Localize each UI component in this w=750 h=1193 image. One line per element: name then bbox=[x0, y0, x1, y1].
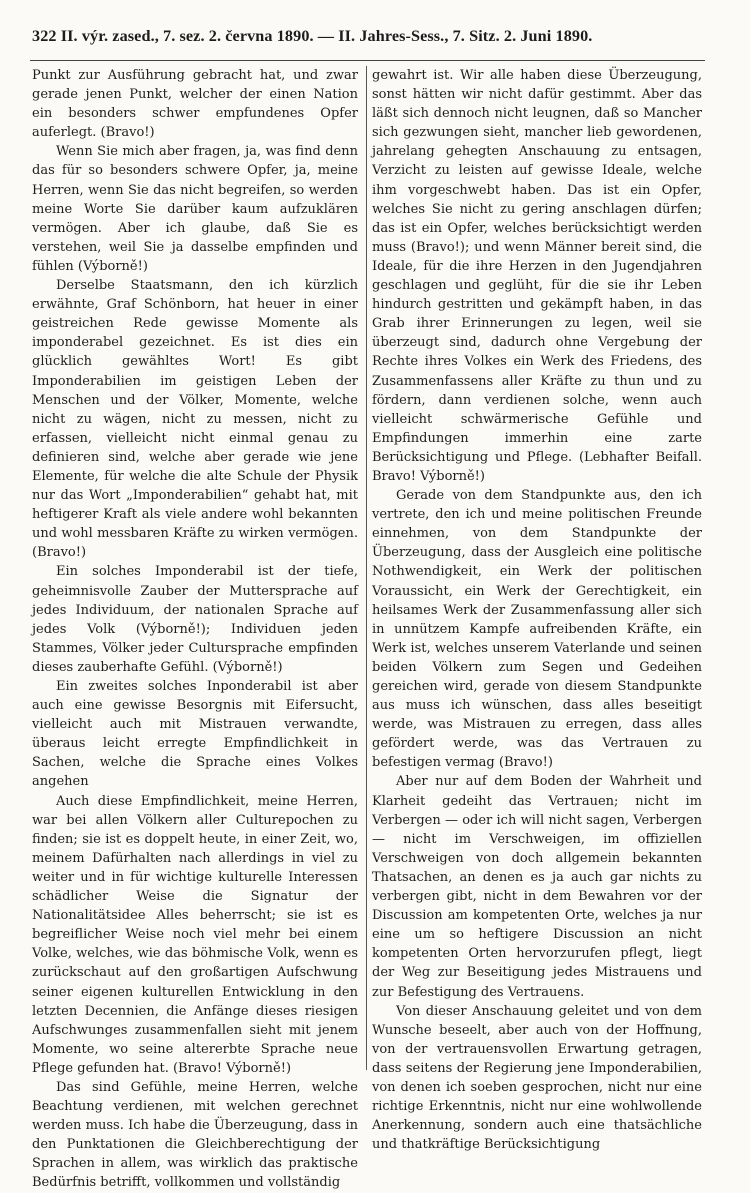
column-divider bbox=[366, 66, 367, 1070]
paragraph: Von dieser Anschauung geleitet und von dem Wunsche beseelt, aber auch von der Hoffnung, von der vertrauensvollen Erwartung getragen, dass seitens der Regierung jene Imponderabilien, von denen ich soeben gesprochen, nicht nur eine richtige Erkenntnis, nicht nur eine wohlwollende Anerkennung, sondern auch eine thatsächliche und thatkräftige Berücksichtigung bbox=[372, 1003, 702, 1153]
paragraph: Auch diese Empfindlichkeit, meine Herren, war bei allen Völkern aller Culturepochen zu finden; sie ist es doppelt heute, in einer Zeit, wo, meinem Dafürhalten nach allerdings in viel zu weiter und in für wichtige kulturelle Interessen schädlicher Weise die Signatur der Nationalitätsidee Alles beherrscht; sie ist es begreiflicher Weise noch viel mehr bei einem Volke, welches, wie das böhmische Volk, wenn es zurückschaut auf den großartigen Aufschwung seiner eigenen kulturellen Entwicklung in den letzten Decennien, die Anfänge dieses riesigen Aufschwunges zusammenfallen sieht mit jenem Momente, wo seine altererbte Sprache neue Pflege gefunden hat. (Bravo! Výborně!) bbox=[32, 793, 358, 1076]
header-rule bbox=[30, 60, 705, 61]
paragraph: Das sind Gefühle, meine Herren, welche Beachtung verdienen, mit welchen gerechnet werden muss. Ich habe die Überzeugung, dass in den Punktationen die Gleichberechtigung der Sprachen in allem, was wirklich das praktische Bedürfnis betrifft, vollkommen und vollständig bbox=[32, 1079, 358, 1191]
paragraph: Wenn Sie mich aber fragen, ja, was find denn das für so besonders schwere Opfer, ja, meine Herren, wenn Sie das nicht begreifen, so werden meine Worte Sie darüber kaum aufzuklären vermögen. Aber ich glaube, daß Sie es verstehen, weil Sie ja dasselbe empfinden und fühlen (Výborně!) bbox=[32, 144, 358, 274]
paragraph: Ein zweites solches Inponderabil ist aber auch eine gewisse Besorgnis mit Eifersucht, vielleicht auch mit Mistrauen verwandte, überaus leicht erregte Empfindlichkeit in Sachen, welche die Sprache eines Volkes angehen bbox=[32, 679, 358, 790]
right-column bbox=[372, 66, 702, 1153]
paragraph: Gerade von dem Standpunkte aus, den ich vertrete, den ich und meine politischen Freunde einnehmen, von dem Standpunkte der Überzeugung, dass der Ausgleich eine politische Nothwendigkeit, ein Werk der politischen Voraussicht, ein Werk der Gerechtigkeit, ein heilsames Werk der Zusammenfassung aller sich in unnützem Kampfe aufreibenden Kräfte, ein Werk ist, welches unserem Vaterlande und seinen beiden Völkern zum Segen und Gedeihen gereichen wird, gerade von diesem Standpunkte aus muss ich wünschen, dass alles beseitigt werde, was Mistrauen zu erregen, dass alles gefördert werde, was das Vertrauen zu befestigen vermag (Bravo!) bbox=[372, 488, 702, 771]
page-header: 322 II. výr. zased., 7. sez. 2. června 1890. — II. Jahres-Sess., 7. Sitz. 2. Juni 1890. bbox=[32, 27, 593, 45]
paragraph: Ein solches Imponderabil ist der tiefe, geheimnisvolle Zauber der Muttersprache auf jedes Individuum, der nationalen Sprache auf jedes Volk (Výborně!); Individuen jeden Stammes, Völker jeder Cultursprache empfinden dieses zauberhafte Gefühl. (Výborně!) bbox=[32, 564, 358, 675]
paragraph: Derselbe Staatsmann, den ich kürzlich erwähnte, Graf Schönborn, hat heuer in einer geistreichen Rede gewisse Momente als imponderabel gezeichnet. Es ist dies ein glücklich gewähltes Wort! Es gibt Imponderabilien im geistigen Leben der Menschen und der Völker, Momente, welche nicht zu wägen, nicht zu messen, nicht zu erfassen, vielleicht nicht einmal genau zu definieren sind, welche aber gerade wie jene Elemente, für welche die alte Schule der Physik nur das Wort „Imponderabilien“ gehabt hat, mit heftigerer Kraft als viele andere wohl bekannten und wohl messbaren Kräfte zu wirken vermögen. (Bravo!) bbox=[32, 278, 358, 561]
paragraph: Aber nur auf dem Boden der Wahrheit und Klarheit gedeiht das Vertrauen; nicht im Verbergen — oder ich will nicht sagen, Verbergen — nicht im Verschweigen, im offiziellen Verschweigen von doch allgemein bekannten Thatsachen, an denen es ja auch gar nichts zu verbergen gibt, nicht in dem Bewahren vor der Discussion am kompetenten Orte, welches ja nur eine um so heftigere Discussion an nicht kompetenten Orten hervorzurufen pflegt, liegt der Weg zur Beseitigung jedes Mistrauens und zur Befestigung des Vertrauens. bbox=[372, 774, 702, 1000]
paragraph: gewahrt ist. Wir alle haben diese Überzeugung, sonst hätten wir nicht dafür gestimmt. Aber das läßt sich dennoch nicht leugnen, daß so Mancher sich gezwungen sieht, mancher lieb gewordenen, jahrelang gehegten Anschauung zu entsagen, Verzicht zu leisten auf gewisse Ideale, welche ihm vorgeschwebt haben. Das ist ein Opfer, welches Sie nicht zu gering anschlagen dürfen; das ist ein Opfer, welches berücksichtigt werden muss (Bravo!); und wenn Männer bereit sind, die Ideale, für die ihre Herzen in den Jugendjahren geschlagen und geglüht, für die sie ihr Leben hindurch gestritten und gekämpft haben, in das Grab ihrer Erinnerungen zu legen, weil sie überzeugt sind, dadurch ohne Vergebung der Rechte ihres Volkes ein Werk des Friedens, des Zusammenfassens aller Kräfte zu thun und zu fördern, dann verdienen solche, wenn auch vielleicht schwärmerische Gefühle und Empfindungen immerhin eine zarte Berücksichtigung und Pflege. (Lebhafter Beifall. Bravo! Výborně!) bbox=[372, 68, 702, 484]
left-column bbox=[32, 66, 358, 1191]
paragraph: Punkt zur Ausführung gebracht hat, und zwar gerade jenen Punkt, welcher der einen Nation ein besonders schwer empfundenes Opfer auferlegt. (Bravo!) bbox=[32, 68, 358, 141]
